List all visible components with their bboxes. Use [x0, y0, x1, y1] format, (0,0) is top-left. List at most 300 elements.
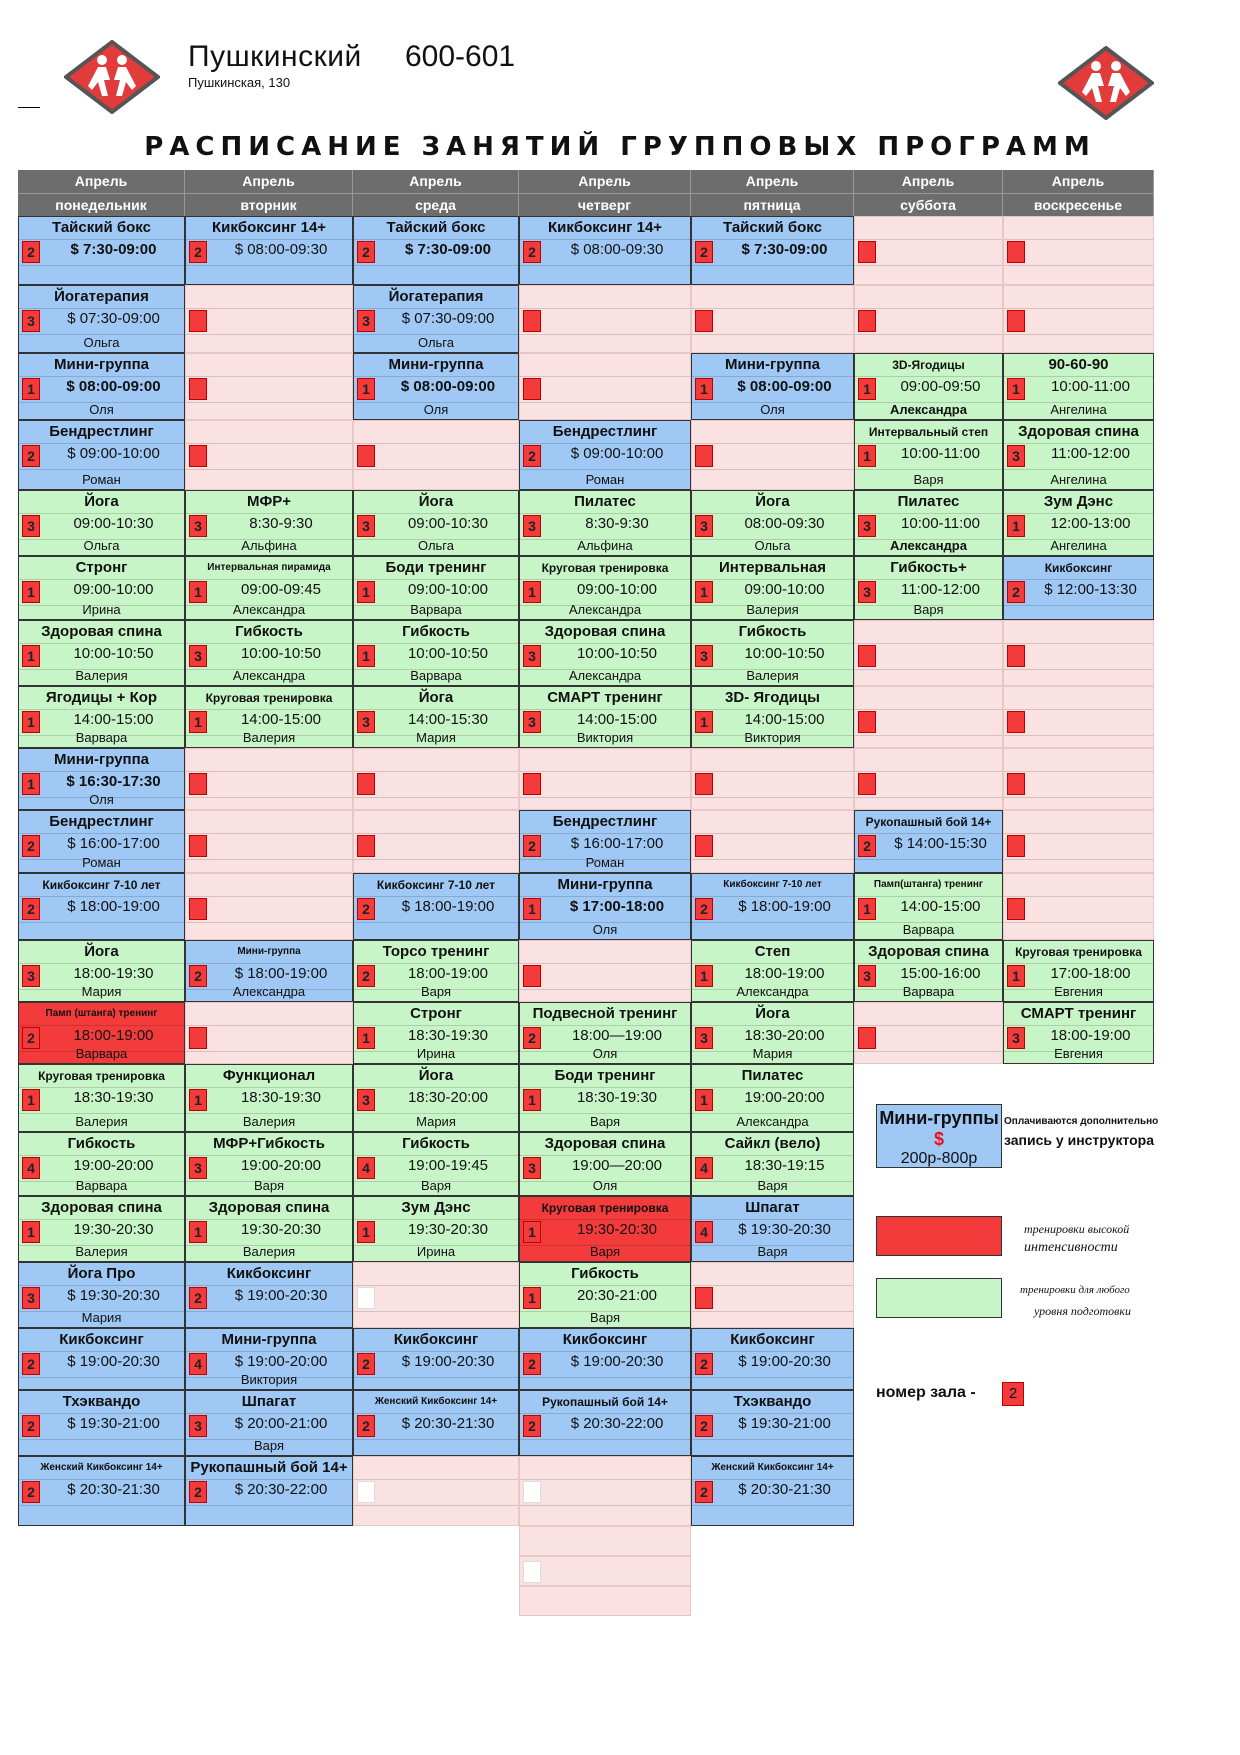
row-line — [186, 443, 352, 444]
hall-number: 1 — [695, 711, 713, 733]
class-coach: Оля — [592, 1178, 618, 1193]
class-slot[interactable] — [691, 1456, 854, 1526]
class-slot[interactable] — [519, 1196, 691, 1262]
row-line — [19, 265, 184, 266]
class-time: 08:00-09:30 — [744, 515, 825, 532]
hall-number: 2 — [22, 835, 40, 857]
row-line — [855, 709, 1002, 710]
row-line — [692, 1087, 853, 1088]
legend-mini-price: 200р-800р — [900, 1150, 978, 1167]
class-coach: Александра — [890, 538, 967, 553]
class-slot[interactable] — [18, 748, 185, 810]
class-coach: Ольга — [83, 538, 120, 553]
class-name: Здоровая спина — [868, 943, 989, 960]
hall-number: 1 — [357, 645, 375, 667]
class-time: 14:00-15:00 — [240, 711, 322, 728]
class-slot[interactable] — [185, 940, 353, 1002]
day-month: Апрель — [185, 170, 352, 194]
hall-number: 3 — [189, 1157, 207, 1179]
club-name: Пушкинский — [188, 40, 362, 73]
class-coach: Ольга — [83, 335, 120, 350]
class-slot[interactable] — [691, 556, 854, 620]
row-line — [1004, 896, 1153, 897]
class-slot[interactable] — [854, 873, 1003, 940]
row-line — [855, 376, 1002, 377]
hall-marker — [858, 773, 876, 795]
day-header-1 — [185, 170, 353, 216]
empty-slot — [353, 810, 519, 873]
class-time: 19:00-20:00 — [744, 1089, 825, 1106]
class-time: $ 07:30-09:00 — [401, 310, 495, 327]
class-slot[interactable] — [691, 686, 854, 748]
row-line — [520, 469, 690, 470]
hall-number: 1 — [189, 1089, 207, 1111]
class-slot[interactable] — [691, 1328, 854, 1390]
class-coach: Альфина — [577, 538, 633, 553]
class-time: 8:30-9:30 — [585, 515, 649, 532]
class-slot[interactable] — [353, 490, 519, 556]
empty-slot — [185, 285, 353, 353]
row-line — [692, 1025, 853, 1026]
class-slot[interactable] — [353, 1064, 519, 1132]
hall-marker — [1007, 898, 1025, 920]
hall-marker — [695, 310, 713, 332]
class-time: 14:00-15:30 — [407, 711, 489, 728]
legend-any-level-line2: уровня подготовки — [1034, 1304, 1131, 1318]
row-line — [186, 1479, 352, 1480]
row-line — [692, 1439, 853, 1440]
row-line — [186, 1311, 352, 1312]
hall-number: 3 — [22, 515, 40, 537]
class-name: Круговая тренировка — [541, 1201, 669, 1215]
row-line — [19, 469, 184, 470]
legend-hall-sample: 2 — [1002, 1382, 1024, 1406]
class-time: 12:00-13:00 — [1050, 515, 1131, 532]
class-slot[interactable] — [353, 353, 519, 420]
hall-number: 3 — [1007, 1027, 1025, 1049]
class-slot[interactable] — [519, 490, 691, 556]
hall-marker — [357, 1287, 375, 1309]
class-name: Женский Кикбоксинг 14+ — [40, 1462, 163, 1473]
hall-number: 3 — [189, 645, 207, 667]
class-slot[interactable] — [18, 686, 185, 748]
class-time: 10:00-11:00 — [901, 515, 980, 532]
row-line — [520, 797, 690, 798]
class-slot[interactable] — [691, 216, 854, 285]
class-slot[interactable] — [185, 620, 353, 686]
class-slot[interactable] — [1003, 556, 1154, 620]
class-slot[interactable] — [18, 1328, 185, 1390]
class-coach: Варя — [589, 1114, 621, 1129]
empty-slot — [185, 810, 353, 873]
row-line — [692, 896, 853, 897]
class-slot[interactable] — [185, 216, 353, 285]
class-coach: Мария — [416, 730, 456, 745]
class-name: Йога — [418, 1067, 454, 1084]
class-time: $ 18:00-19:00 — [67, 898, 160, 915]
empty-slot — [1003, 216, 1154, 285]
class-slot[interactable] — [353, 1328, 519, 1390]
class-slot[interactable] — [18, 1456, 185, 1526]
class-name: Рукопашный бой 14+ — [865, 815, 992, 829]
row-line — [692, 334, 853, 335]
row-line — [354, 376, 518, 377]
row-line — [520, 1439, 690, 1440]
row-line — [354, 859, 518, 860]
class-slot[interactable] — [185, 1064, 353, 1132]
class-time: 18:00-19:00 — [744, 965, 825, 982]
row-line — [520, 402, 690, 403]
hall-number: 3 — [357, 310, 375, 332]
class-coach: Оля — [592, 1046, 618, 1061]
hall-number: 2 — [695, 1353, 713, 1375]
row-line — [19, 1377, 184, 1378]
row-line — [692, 443, 853, 444]
class-time: $ 16:00-17:00 — [570, 835, 664, 852]
row-line — [1004, 735, 1153, 736]
class-slot[interactable] — [519, 420, 691, 490]
class-slot[interactable] — [353, 285, 519, 353]
row-line — [1004, 579, 1153, 580]
class-time: 09:00-10:00 — [73, 581, 154, 598]
row-line — [354, 443, 518, 444]
class-slot[interactable] — [1003, 420, 1154, 490]
class-slot[interactable] — [691, 940, 854, 1002]
class-slot[interactable] — [185, 1262, 353, 1328]
class-slot[interactable] — [1003, 353, 1154, 420]
class-slot[interactable] — [353, 940, 519, 1002]
class-time: $ 19:00-20:30 — [234, 1287, 328, 1304]
row-line — [692, 922, 853, 923]
day-month: Апрель — [1003, 170, 1153, 194]
row-line — [520, 265, 690, 266]
class-coach: Роман — [585, 472, 625, 487]
class-time: 09:00-10:30 — [73, 515, 154, 532]
class-time: 10:00-10:50 — [576, 645, 658, 662]
class-slot[interactable] — [1003, 940, 1154, 1002]
row-line — [1004, 709, 1153, 710]
class-slot[interactable] — [18, 1262, 185, 1328]
class-time: $ 18:00-19:00 — [234, 965, 328, 982]
row-line — [855, 579, 1002, 580]
class-slot[interactable] — [18, 285, 185, 353]
row-line — [354, 1377, 518, 1378]
class-coach: Валерия — [242, 1244, 296, 1259]
class-time: $ 08:00-09:00 — [737, 378, 832, 395]
class-slot[interactable] — [18, 420, 185, 490]
day-name: среда — [415, 197, 456, 213]
class-slot[interactable] — [185, 490, 353, 556]
class-coach: Ольга — [754, 538, 791, 553]
class-slot[interactable] — [18, 556, 185, 620]
class-slot[interactable] — [18, 1132, 185, 1196]
row-line — [186, 797, 352, 798]
class-time: $ 09:00-10:00 — [67, 445, 160, 462]
class-name: МФР+Гибкость — [213, 1135, 325, 1152]
class-name: Кикбоксинг — [730, 1331, 815, 1348]
class-coach: Варвара — [902, 984, 955, 999]
hall-number: 1 — [357, 581, 375, 603]
row-line — [855, 735, 1002, 736]
hall-marker — [858, 241, 876, 263]
class-time: 18:00-19:00 — [407, 965, 489, 982]
hall-number: 1 — [22, 1089, 40, 1111]
row-line — [1004, 308, 1153, 309]
class-coach: Валерия — [746, 668, 799, 683]
class-name: Функционал — [222, 1067, 316, 1084]
hall-marker — [357, 1481, 375, 1503]
class-time: 09:00-10:30 — [407, 515, 489, 532]
hall-marker — [1007, 241, 1025, 263]
row-line — [692, 1155, 853, 1156]
class-coach: Валерия — [746, 602, 799, 617]
hall-number: 2 — [523, 1353, 541, 1375]
class-coach: Ирина — [82, 602, 121, 617]
row-line — [186, 376, 352, 377]
row-line — [692, 963, 853, 964]
row-line — [520, 443, 690, 444]
class-slot[interactable] — [185, 1390, 353, 1456]
row-line — [1004, 265, 1153, 266]
hall-number: 2 — [22, 1027, 40, 1049]
legend-any-level-swatch — [876, 1278, 1002, 1318]
class-slot[interactable] — [185, 556, 353, 620]
class-slot[interactable] — [691, 353, 854, 420]
class-name: Круговая тренировка — [38, 1069, 165, 1083]
class-slot[interactable] — [519, 620, 691, 686]
class-slot[interactable] — [18, 1064, 185, 1132]
club-logo-left — [64, 40, 160, 114]
empty-slot — [691, 810, 854, 873]
class-slot[interactable] — [691, 1390, 854, 1456]
class-slot[interactable] — [854, 420, 1003, 490]
row-line — [186, 859, 352, 860]
row-line — [354, 1087, 518, 1088]
class-coach: Варвара — [410, 668, 462, 683]
class-name: Стронг — [75, 559, 128, 576]
row-line — [1004, 833, 1153, 834]
class-slot[interactable] — [691, 490, 854, 556]
class-slot[interactable] — [18, 873, 185, 940]
hall-marker — [189, 773, 207, 795]
day-month: Апрель — [691, 170, 853, 194]
class-slot[interactable] — [353, 1132, 519, 1196]
day-header-2 — [353, 170, 519, 216]
class-coach: Варвара — [75, 1178, 128, 1193]
class-slot[interactable] — [691, 1196, 854, 1262]
class-name: Сайкл (вело) — [724, 1135, 821, 1152]
class-time: $ 18:00-19:00 — [401, 898, 495, 915]
hall-marker — [523, 1561, 541, 1583]
class-slot[interactable] — [353, 686, 519, 748]
row-line — [520, 709, 690, 710]
class-slot[interactable] — [519, 1390, 691, 1456]
class-slot[interactable] — [854, 810, 1003, 873]
day-month: Апрель — [519, 170, 690, 194]
class-name: Мини-группа — [388, 356, 484, 373]
row-line — [520, 1413, 690, 1414]
class-name: Кикбоксинг — [393, 1331, 479, 1348]
class-time: $ 16:00-17:00 — [67, 835, 160, 852]
row-line — [520, 833, 690, 834]
empty-slot — [1003, 285, 1154, 353]
class-time: $ 19:00-20:30 — [401, 1353, 495, 1370]
class-name: Тхэквандо — [62, 1393, 141, 1410]
class-time: $ 09:00-10:00 — [570, 445, 664, 462]
class-name: Интервальный степ — [868, 425, 989, 439]
row-line — [692, 797, 853, 798]
class-time: 09:00-10:00 — [576, 581, 658, 598]
class-slot[interactable] — [519, 1002, 691, 1064]
class-slot[interactable] — [519, 810, 691, 873]
class-slot[interactable] — [691, 1132, 854, 1196]
class-slot[interactable] — [185, 686, 353, 748]
class-slot[interactable] — [691, 873, 854, 940]
row-line — [186, 1051, 352, 1052]
empty-slot — [353, 1456, 519, 1526]
hall-marker — [523, 1481, 541, 1503]
class-slot[interactable] — [519, 556, 691, 620]
class-slot[interactable] — [18, 490, 185, 556]
class-time: 14:00-15:00 — [744, 711, 825, 728]
class-slot[interactable] — [854, 940, 1003, 1002]
class-time: $ 7:30-09:00 — [70, 241, 157, 258]
row-line — [855, 833, 1002, 834]
empty-slot — [691, 420, 854, 490]
class-slot[interactable] — [519, 873, 691, 940]
class-slot[interactable] — [18, 353, 185, 420]
row-line — [520, 376, 690, 377]
class-slot[interactable] — [519, 216, 691, 285]
class-coach: Варя — [757, 1244, 788, 1259]
class-slot[interactable] — [18, 1002, 185, 1064]
row-line — [19, 308, 184, 309]
row-line — [354, 771, 518, 772]
class-slot[interactable] — [519, 1328, 691, 1390]
hall-marker — [1007, 310, 1025, 332]
class-slot[interactable] — [854, 353, 1003, 420]
row-line — [19, 963, 184, 964]
class-name: Кикбоксинг — [226, 1265, 312, 1282]
class-slot[interactable] — [185, 1456, 353, 1526]
class-time: $ 08:00-09:00 — [66, 378, 161, 395]
row-line — [520, 579, 690, 580]
class-slot[interactable] — [18, 1196, 185, 1262]
class-slot[interactable] — [691, 1064, 854, 1132]
class-slot[interactable] — [18, 1390, 185, 1456]
class-coach: Варя — [253, 1438, 285, 1453]
row-line — [692, 376, 853, 377]
hall-number: 3 — [858, 965, 876, 987]
class-name: Здоровая спина — [544, 1135, 666, 1152]
class-slot[interactable] — [353, 1390, 519, 1456]
class-name: Женский Кикбоксинг 14+ — [374, 1396, 498, 1407]
hall-number: 2 — [523, 241, 541, 263]
class-slot[interactable] — [854, 490, 1003, 556]
row-line — [186, 1285, 352, 1286]
class-time: $ 20:30-22:00 — [570, 1415, 664, 1432]
class-slot[interactable] — [353, 556, 519, 620]
class-name: Йога — [84, 493, 119, 510]
class-slot[interactable] — [519, 1064, 691, 1132]
empty-slot — [691, 1262, 854, 1328]
hall-marker — [695, 835, 713, 857]
class-time: 15:00-16:00 — [900, 965, 981, 982]
day-month: Апрель — [353, 170, 518, 194]
class-name: Йогатерапия — [388, 288, 484, 305]
class-name: Ягодицы + Кор — [45, 689, 158, 706]
class-name: Кикбоксинг — [1044, 561, 1113, 575]
hall-marker — [357, 835, 375, 857]
class-slot[interactable] — [1003, 1002, 1154, 1064]
row-line — [354, 1219, 518, 1220]
class-slot[interactable] — [519, 1262, 691, 1328]
class-slot[interactable] — [854, 556, 1003, 620]
class-slot[interactable] — [1003, 490, 1154, 556]
class-slot[interactable] — [353, 1002, 519, 1064]
class-coach: Варвара — [902, 922, 955, 937]
class-slot[interactable] — [519, 686, 691, 748]
class-coach: Александра — [568, 668, 642, 683]
hall-marker — [189, 378, 207, 400]
class-name: Здоровая спина — [544, 623, 666, 640]
class-time: $ 08:00-09:30 — [570, 241, 664, 258]
class-time: 14:00-15:00 — [576, 711, 658, 728]
legend-high-intensity-swatch — [876, 1216, 1002, 1256]
hall-number: 1 — [695, 965, 713, 987]
class-slot[interactable] — [18, 810, 185, 873]
row-line — [855, 643, 1002, 644]
class-time: $ 19:00-20:30 — [67, 1353, 160, 1370]
class-slot[interactable] — [353, 620, 519, 686]
empty-slot — [519, 1526, 691, 1556]
class-slot[interactable] — [185, 1328, 353, 1390]
class-name: Памп(штанга) тренинг — [873, 879, 984, 890]
class-time: 18:30-20:00 — [407, 1089, 489, 1106]
hall-number: 3 — [858, 515, 876, 537]
class-slot[interactable] — [691, 1002, 854, 1064]
class-slot[interactable] — [185, 1196, 353, 1262]
class-slot[interactable] — [353, 1196, 519, 1262]
hall-number: 3 — [1007, 445, 1025, 467]
hall-number: 3 — [523, 1157, 541, 1179]
class-slot[interactable] — [353, 873, 519, 940]
class-name: 3D- Ягодицы — [725, 689, 820, 706]
empty-slot — [185, 1002, 353, 1064]
hall-number: 2 — [695, 1481, 713, 1503]
class-coach: Ангелина — [1050, 538, 1107, 553]
class-slot[interactable] — [18, 216, 185, 285]
class-slot[interactable] — [185, 1132, 353, 1196]
row-line — [692, 239, 853, 240]
class-name: Бендрестлинг — [552, 423, 658, 440]
class-slot[interactable] — [18, 940, 185, 1002]
empty-slot — [353, 420, 519, 490]
class-slot[interactable] — [691, 620, 854, 686]
class-coach: Варя — [913, 472, 944, 487]
class-slot[interactable] — [353, 216, 519, 285]
class-name: Интервальная — [719, 559, 826, 576]
hall-number: 3 — [357, 711, 375, 733]
row-line — [186, 334, 352, 335]
class-time: 14:00-15:00 — [73, 711, 154, 728]
hall-number: 1 — [695, 378, 713, 400]
class-name: Торсо тренинг — [382, 943, 490, 960]
class-slot[interactable] — [18, 620, 185, 686]
hall-number: 2 — [695, 1415, 713, 1437]
hall-number: 2 — [858, 835, 876, 857]
class-slot[interactable] — [519, 1132, 691, 1196]
